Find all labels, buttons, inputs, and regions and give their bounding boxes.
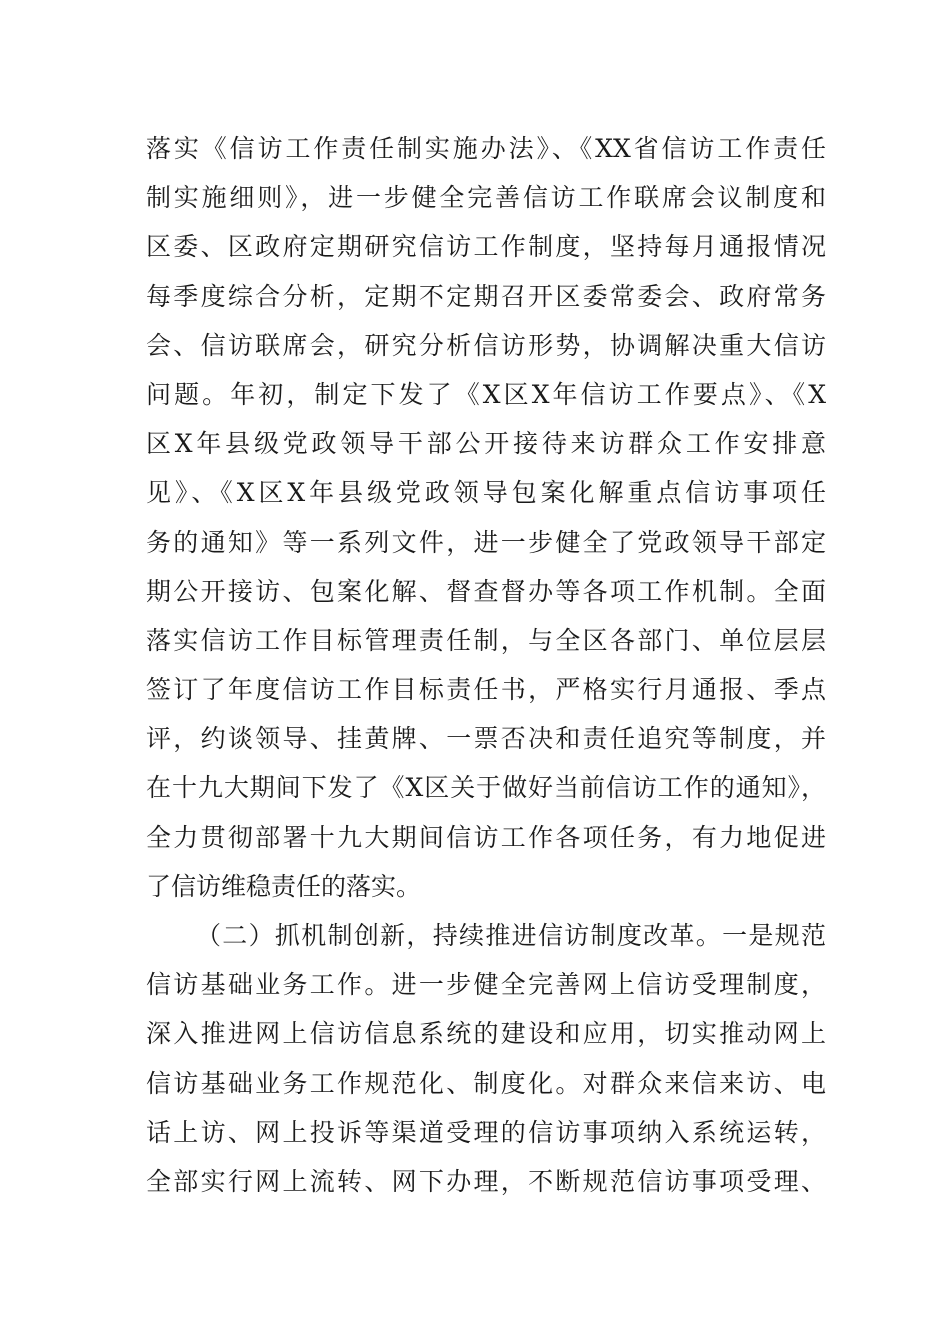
paragraph-line: 区X年县级党政领导干部公开接待来访群众工作安排意	[146, 429, 826, 459]
paragraph-line: 在十九大期间下发了《X区关于做好当前信访工作的通知》，	[146, 773, 826, 803]
document-body	[146, 124, 826, 1206]
paragraph-line-last: 了信访维稳责任的落实。	[146, 871, 422, 901]
paragraph-line: 评，约谈领导、挂黄牌、一票否决和责任追究等制度，并	[146, 724, 826, 754]
paragraph-line: 制实施细则》，进一步健全完善信访工作联席会议制度和	[146, 183, 826, 213]
paragraph-line: 务的通知》等一系列文件，进一步健全了党政领导干部定	[146, 527, 826, 557]
paragraph-line: 落实信访工作目标管理责任制，与全区各部门、单位层层	[146, 625, 826, 655]
paragraph-line: 会、信访联席会，研究分析信访形势，协调解决重大信访	[146, 330, 826, 360]
paragraph-line: 话上访、网上投诉等渠道受理的信访事项纳入系统运转，	[146, 1117, 826, 1147]
paragraph-line: 区委、区政府定期研究信访工作制度，坚持每月通报情况	[146, 232, 826, 262]
paragraph-line: 签订了年度信访工作目标责任书，严格实行月通报、季点	[146, 675, 826, 705]
paragraph-line: 见》、《X区X年县级党政领导包案化解重点信访事项任	[146, 478, 826, 508]
paragraph-line: 期公开接访、包案化解、督查督办等各项工作机制。全面	[146, 576, 826, 606]
section-heading-line: （二）抓机制创新，持续推进信访制度改革。一是规范	[196, 921, 826, 950]
paragraph-line: 全力贯彻部署十九大期间信访工作各项任务，有力地促进	[146, 822, 826, 852]
paragraph-line: 深入推进网上信访信息系统的建设和应用，切实推动网上	[146, 1019, 826, 1049]
paragraph-line: 落实《信访工作责任制实施办法》、《XX省信访工作责任	[146, 134, 826, 163]
paragraph-line: 问题。年初，制定下发了《X区X年信访工作要点》、《X	[146, 379, 826, 409]
paragraph-line: 信访基础业务工作规范化、制度化。对群众来信来访、电	[146, 1068, 826, 1098]
paragraph-line: 信访基础业务工作。进一步健全完善网上信访受理制度，	[146, 970, 826, 1000]
paragraph-line: 每季度综合分析，定期不定期召开区委常委会、政府常务	[146, 281, 826, 311]
paragraph-line: 全部实行网上流转、网下办理，不断规范信访事项受理、	[146, 1166, 826, 1196]
